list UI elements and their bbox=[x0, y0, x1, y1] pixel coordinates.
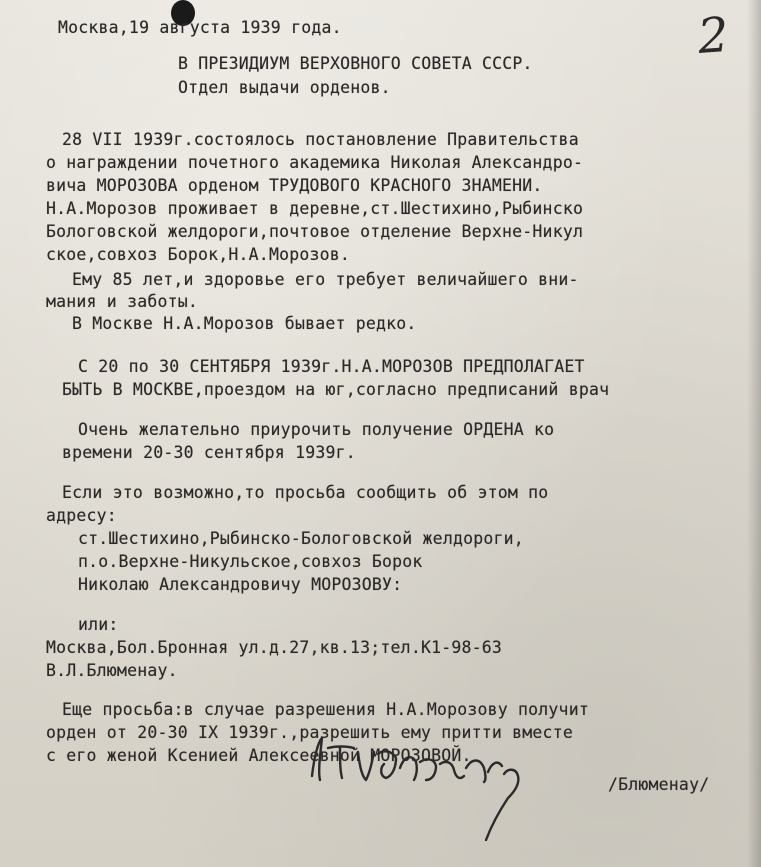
body-line: о награждении почетного академика Николая Александро- bbox=[46, 153, 584, 172]
body-line: орден от 20-30 IX 1939г.,разрешить ему притти вместе bbox=[46, 723, 573, 742]
body-line: ское,совхоз Борок,Н.А.Морозов. bbox=[46, 245, 351, 264]
body-line: с его женой Ксенией Алексеевной МОРОЗОВОЙ. bbox=[46, 746, 472, 765]
body-line: времени 20-30 сентября 1939г. bbox=[62, 443, 356, 462]
body-line: Если это возможно,то просьба сообщить об этом по bbox=[62, 483, 549, 502]
body-line: Ему 85 лет,и здоровье его требует величайшего вни- bbox=[72, 270, 579, 289]
page-number: 2 bbox=[696, 7, 731, 65]
addressee-line-2: Отдел выдачи орденов. bbox=[178, 78, 391, 97]
page-edge-shadow bbox=[747, 0, 761, 867]
alt-address-label: или: bbox=[78, 615, 119, 634]
addressee-line-1: В ПРЕЗИДИУМ ВЕРХОВНОГО СОВЕТА СССР. bbox=[178, 54, 533, 73]
handwritten-signature bbox=[300, 728, 550, 848]
body-line: В Москве Н.А.Морозов бывает редко. bbox=[72, 314, 417, 333]
address-line: п.о.Верхне-Никульское,совхоз Борок bbox=[78, 552, 423, 571]
address-line: ст.Шестихино,Рыбинско-Бологовской желдороги, bbox=[78, 529, 524, 548]
body-line: Н.А.Морозов проживает в деревне,ст.Шестихино,Рыбинско bbox=[46, 199, 584, 218]
sign-line: /Блюменау/ bbox=[608, 775, 710, 794]
body-line: БЫТЬ В МОСКВЕ,проездом на юг,согласно предписаний врач bbox=[62, 380, 610, 399]
alt-address-line: Москва,Бол.Бронная ул.д.27,кв.13;тел.К1-98-63 bbox=[46, 638, 503, 657]
body-line: Еще просьба:в случае разрешения Н.А.Морозову получит bbox=[62, 700, 589, 719]
body-line: Очень желательно приурочить получение ОРДЕНА ко bbox=[78, 420, 555, 439]
body-line: вича МОРОЗОВА орденом ТРУДОВОГО КРАСНОГО ЗНАМЕНИ. bbox=[46, 176, 543, 195]
date-line: Москва,19 августа 1939 года. bbox=[58, 18, 342, 37]
body-line: Бологовской желдороги,почтовое отделение Верхне-Никул bbox=[46, 222, 584, 241]
body-line: С 20 по 30 СЕНТЯБРЯ 1939г.Н.А.МОРОЗОВ ПРЕДПОЛАГАЕТ bbox=[78, 357, 585, 376]
body-line: адресу: bbox=[46, 506, 117, 525]
body-line: мания и заботы. bbox=[46, 292, 199, 311]
address-line: Николаю Александровичу МОРОЗОВУ: bbox=[78, 575, 403, 594]
body-line: 28 VII 1939г.состоялось постановление Правительства bbox=[62, 130, 579, 149]
alt-address-line: В.Л.Блюменау. bbox=[46, 661, 178, 680]
